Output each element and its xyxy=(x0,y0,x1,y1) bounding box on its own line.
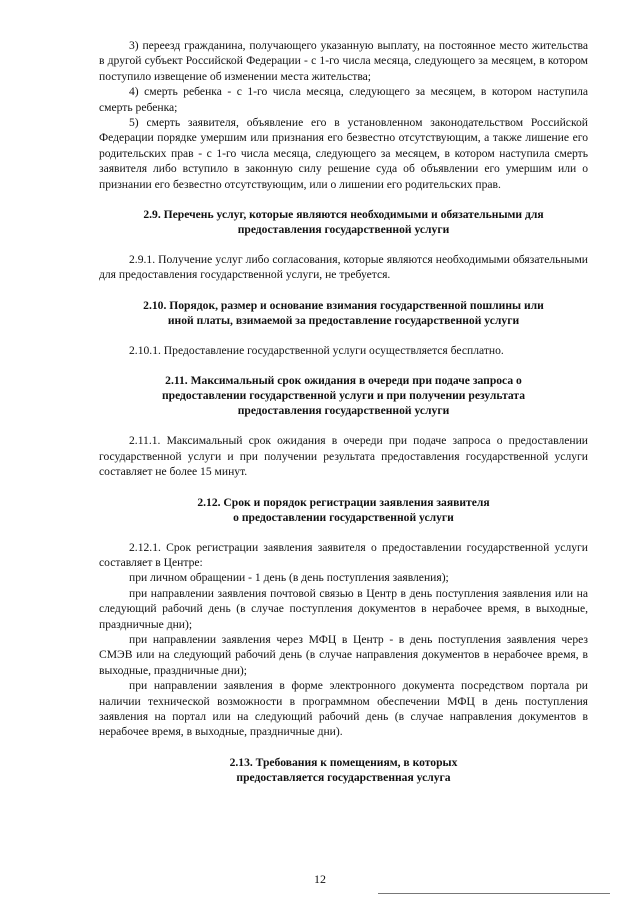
paragraph-item-5: 5) смерть заявителя, объявление его в установленном законодательством Российской Федерации порядке умершим или признания его безвестно отсутствующим, а также лишение его родительских прав - с 1-го числа месяца, следующего за месяцем, в котором наступила смерть заявителя либо вступило в законную силу решение суда об объявлении его умершим или о признании его безвестно отсутствующим, или о лишении его родительских прав. xyxy=(99,116,588,191)
paragraph-2-11-1: 2.11.1. Максимальный срок ожидания в очереди при подаче запроса о предоставлении государственной услуги и при получении результата предоставления государственной услуги составляет не более 15 минут. xyxy=(99,434,588,479)
paragraph-2-9-1: 2.9.1. Получение услуг либо согласования, которые являются необходимыми обязательными для предоставления государственной услуги, не требуется. xyxy=(99,253,588,282)
paragraph-2-12-personal: при личном обращении - 1 день (в день поступления заявления); xyxy=(129,571,449,585)
paragraph-2-12-mfc: при направлении заявления через МФЦ в Центр - в день поступления заявления через СМЭВ или на следующий рабочий день (в случае направления документов в нерабочее время, в выходные, праздничные дни); xyxy=(99,632,588,677)
paragraph-2-12-1: 2.12.1. Срок регистрации заявления заявителя о предоставлении государственной услуги составляет в Центре: xyxy=(99,540,588,569)
paragraph-2-10-1: 2.10.1. Предоставление государственной услуги осуществляется бесплатно. xyxy=(129,343,504,357)
footer-divider xyxy=(378,893,610,894)
section-heading-2-11: 2.11. Максимальный срок ожидания в очереди при подаче запроса о предоставлении государственной услуги и при получении результата предоставления государственной услуги xyxy=(161,374,526,418)
paragraph-2-12-post: при направлении заявления почтовой связью в Центр в день поступления заявления или на следующий рабочий день (в случае поступления документов в нерабочее время, в выходные, праздничные дни); xyxy=(99,586,588,631)
section-heading-2-9: 2.9. Перечень услуг, которые являются необходимыми и обязательными для предоставления государственной услуги xyxy=(143,208,544,237)
paragraph-item-3: 3) переезд гражданина, получающего указанную выплату, на постоянное место жительства в другой субъект Российской Федерации - с 1-го числа месяца, следующего за месяцем, в котором поступило извещение об изменении места жительства; xyxy=(99,39,588,83)
paragraph-2-12-electronic: при направлении заявления в форме электронного документа посредством портала ри наличии технической возможности в программном обеспечении МФЦ в день поступления заявления на портал или на следующий рабочий день (в случае направления документов в нерабочее время, в выходные, праздничные дни). xyxy=(99,679,588,739)
page-number: 12 xyxy=(314,872,326,886)
paragraph-item-4: 4) смерть ребенка - с 1-го числа месяца, следующего за месяцем, в котором наступила смерть ребенка; xyxy=(99,85,588,114)
section-heading-2-13: 2.13. Требования к помещениям, в которых предоставляется государственная услуга xyxy=(229,755,458,784)
section-heading-2-10: 2.10. Порядок, размер и основание взимания государственной пошлины или иной платы, взимаемой за предоставление государственной услуги xyxy=(143,298,544,327)
section-heading-2-12: 2.12. Срок и порядок регистрации заявления заявителя о предоставлении государственной услуги xyxy=(197,495,490,524)
